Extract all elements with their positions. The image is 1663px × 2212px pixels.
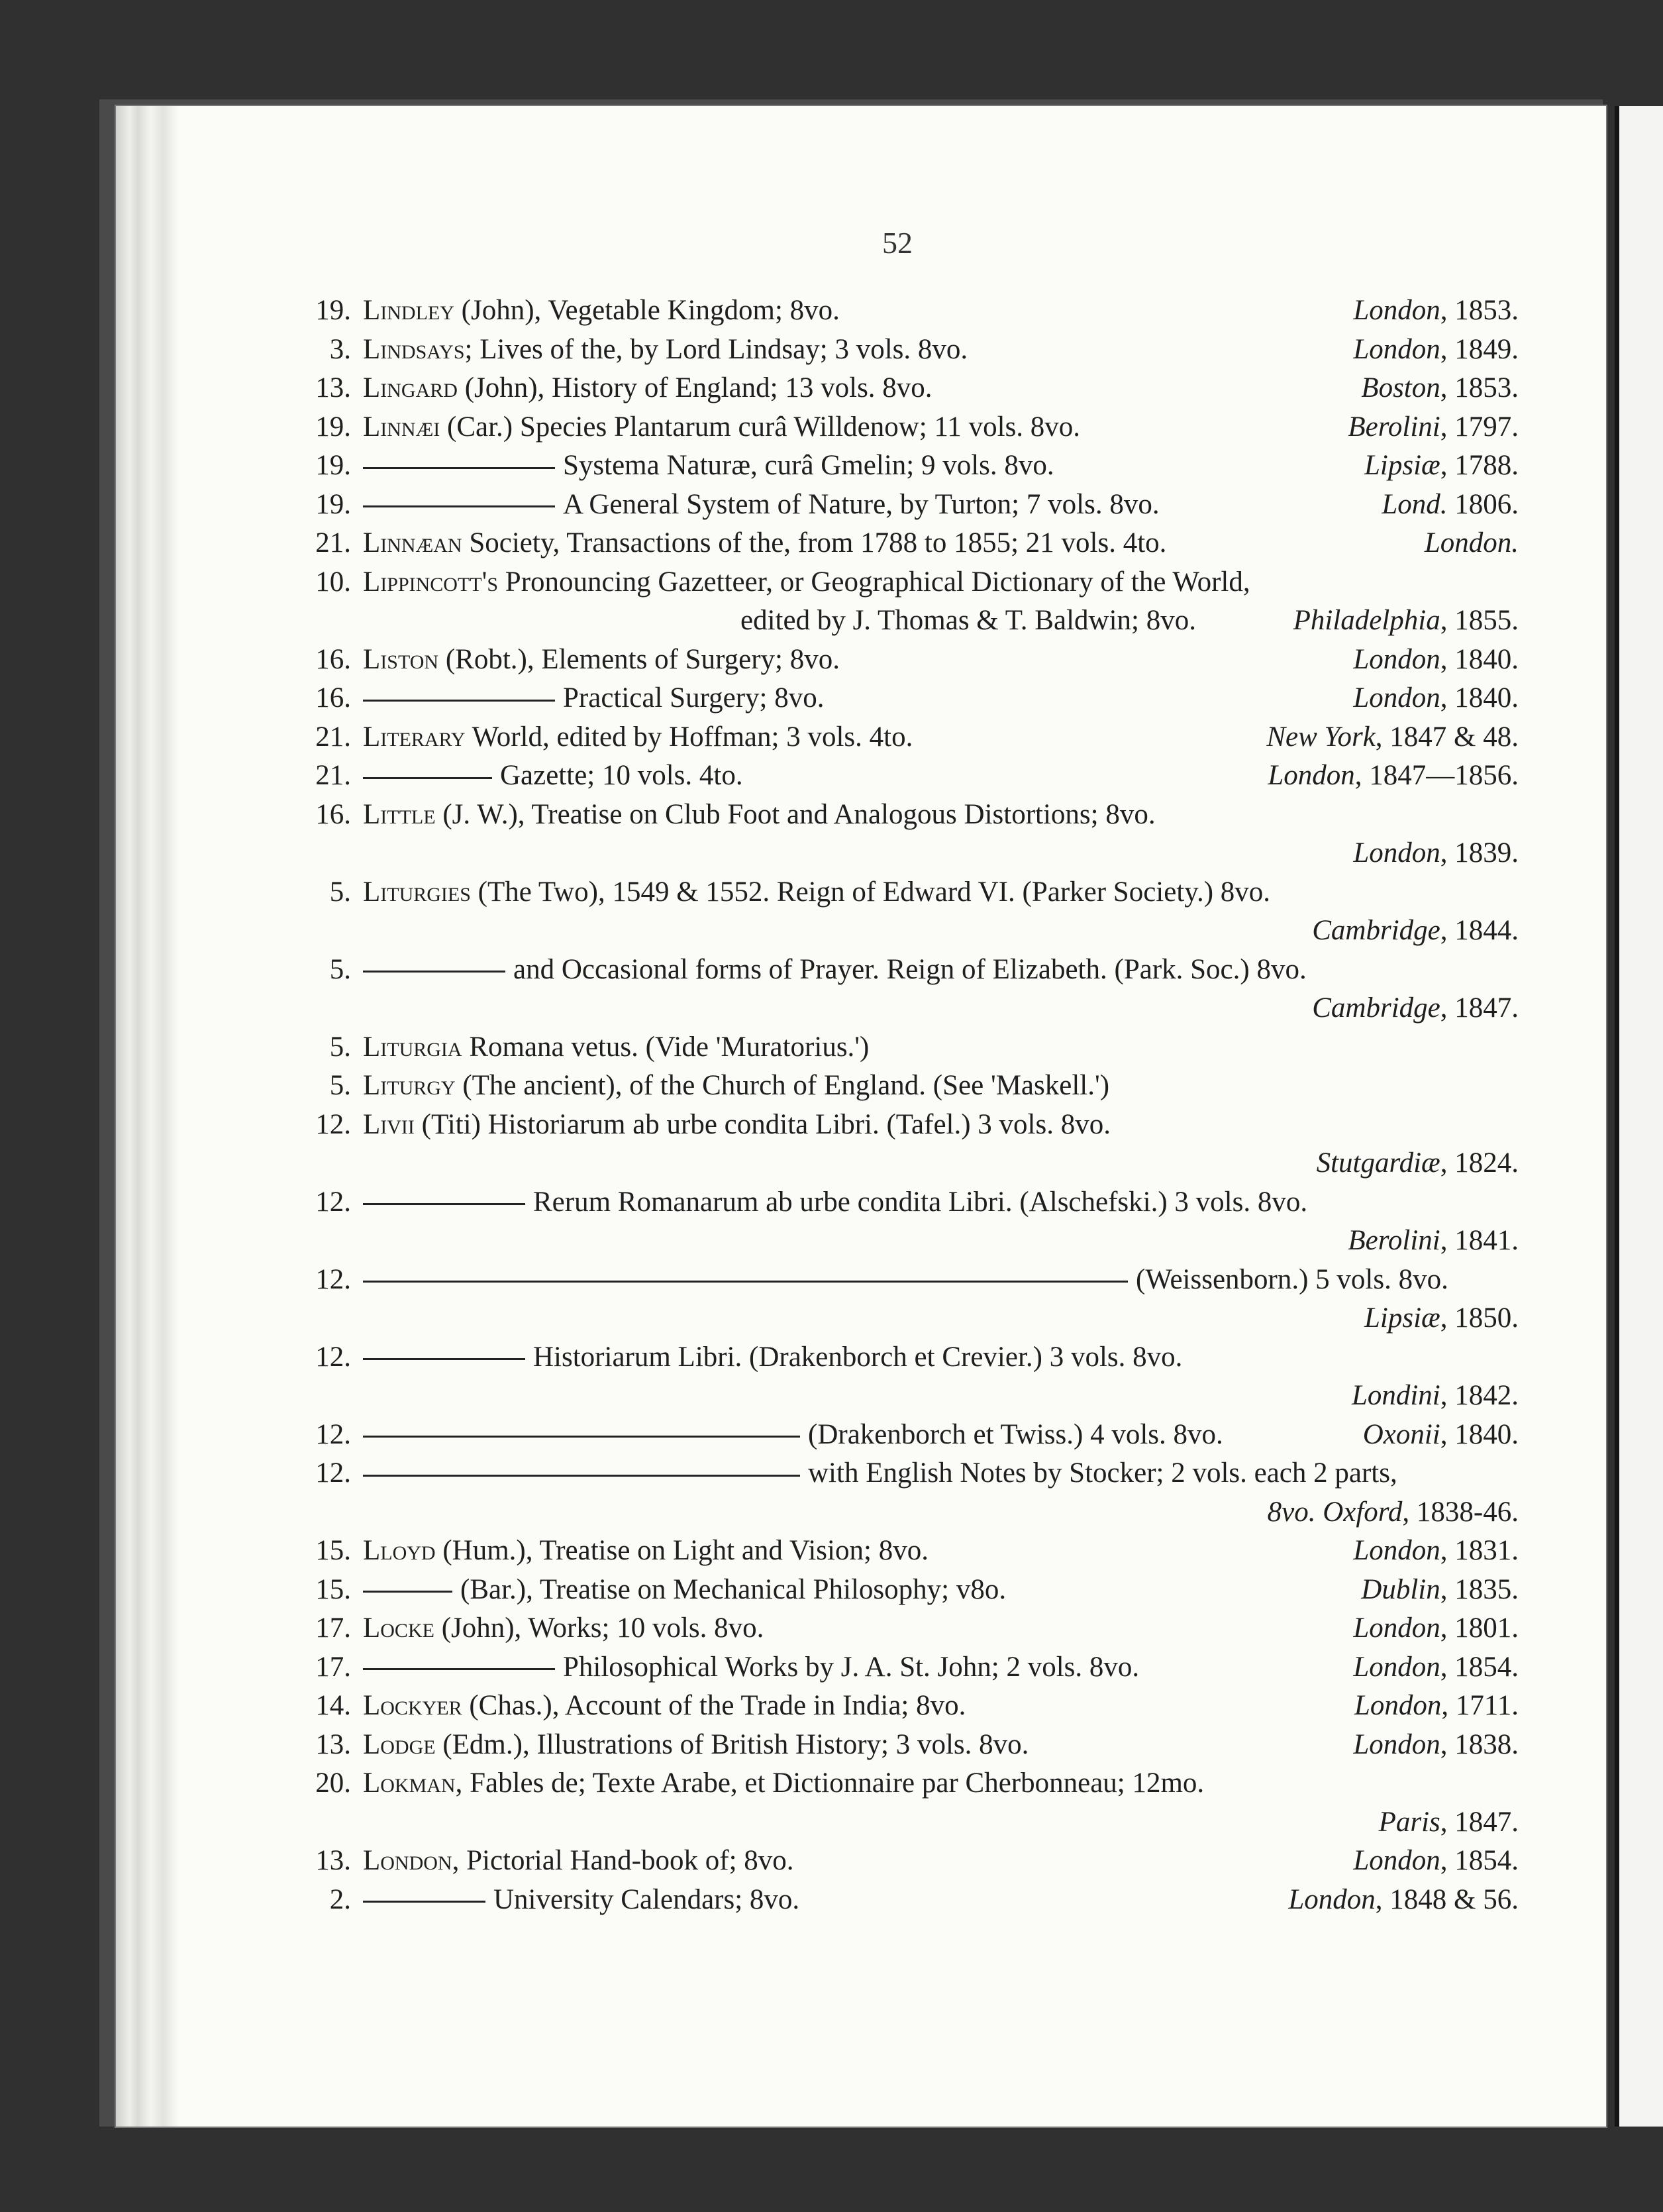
shelf-number: 19. bbox=[315, 295, 351, 326]
entry-heading-suffix: (John), bbox=[434, 1612, 529, 1644]
entry-text bbox=[363, 369, 932, 407]
entry-heading: Literary bbox=[363, 721, 466, 753]
catalogue-entry bbox=[116, 1842, 1606, 1881]
shelf-number: 13. bbox=[315, 1845, 351, 1876]
imprint-place: London bbox=[1353, 333, 1440, 365]
imprint-place: London bbox=[1353, 1535, 1440, 1566]
entry-title: (Weissenborn.) 5 vols. 8vo. bbox=[1136, 1263, 1448, 1295]
shelf-number: 12. bbox=[315, 1108, 351, 1140]
shelf-number: 15. bbox=[315, 1535, 351, 1566]
ditto-dash bbox=[363, 700, 555, 702]
catalogue-entry bbox=[116, 369, 1606, 408]
entry-heading-suffix: (Titi) bbox=[414, 1108, 488, 1140]
entry-text bbox=[363, 1764, 1204, 1803]
entry-title: Vegetable Kingdom; 8vo. bbox=[548, 295, 840, 326]
catalogue-entry bbox=[116, 1222, 1606, 1261]
imprint-place: London bbox=[1353, 1728, 1440, 1760]
entry-text bbox=[363, 1687, 966, 1725]
catalogue-entry bbox=[116, 602, 1606, 641]
entry-heading: Locke bbox=[363, 1612, 434, 1644]
imprint-year: , 1711. bbox=[1441, 1690, 1519, 1721]
shelf-number: 19. bbox=[315, 450, 351, 481]
imprint bbox=[1353, 331, 1519, 369]
entry-text bbox=[363, 1571, 1006, 1609]
ditto-dash bbox=[363, 1475, 800, 1477]
entry-text bbox=[363, 1454, 1397, 1493]
imprint bbox=[1312, 989, 1519, 1027]
imprint-place: Cambridge bbox=[1312, 915, 1440, 946]
ditto-dash bbox=[363, 505, 555, 507]
entry-heading-suffix: (Hum.), bbox=[435, 1535, 540, 1566]
imprint bbox=[1364, 447, 1519, 485]
entry-heading-suffix: , bbox=[455, 1767, 470, 1799]
imprint bbox=[1268, 1493, 1519, 1532]
ditto-dash bbox=[363, 1358, 525, 1360]
entry-text bbox=[363, 563, 1250, 602]
imprint-year: , 1853. bbox=[1440, 295, 1519, 326]
imprint-place: Lipsiæ bbox=[1364, 1302, 1440, 1334]
entry-title: World, edited by Hoffman; 3 vols. 4to. bbox=[472, 721, 913, 753]
entry-text bbox=[363, 679, 824, 717]
imprint bbox=[1382, 486, 1519, 524]
entry-title: Philosophical Works by J. A. St. John; 2 vols. 8vo. bbox=[563, 1651, 1140, 1683]
imprint bbox=[1363, 1416, 1519, 1454]
entry-heading-suffix: (J. W.), bbox=[435, 798, 532, 830]
entry-heading: Lockyer bbox=[363, 1690, 462, 1721]
imprint-place: London. bbox=[1424, 527, 1519, 558]
ditto-dash bbox=[363, 1668, 555, 1670]
entry-heading-suffix: (Chas.), bbox=[462, 1690, 565, 1721]
catalogue-entry bbox=[116, 1106, 1606, 1145]
entry-heading: Lindley bbox=[363, 295, 454, 326]
imprint-place: Lipsiæ bbox=[1364, 450, 1440, 481]
entry-text bbox=[363, 408, 1080, 447]
entry-title: Pronouncing Gazetteer, or Geographical Dictionary of the World, bbox=[505, 566, 1250, 598]
shelf-number: 19. bbox=[315, 488, 351, 520]
entry-title: University Calendars; 8vo. bbox=[493, 1883, 800, 1915]
imprint-year: , 1853. bbox=[1440, 372, 1519, 403]
entry-text bbox=[363, 1881, 799, 1919]
imprint-place: Boston bbox=[1361, 372, 1440, 403]
entry-text bbox=[363, 1648, 1139, 1687]
entry-title: Romana vetus. (Vide 'Muratorius.') bbox=[469, 1031, 870, 1063]
entry-text bbox=[363, 1532, 929, 1570]
entry-heading: Lloyd bbox=[363, 1535, 436, 1566]
entry-text bbox=[363, 1067, 1109, 1105]
entry-text bbox=[363, 796, 1156, 834]
catalogue-entry bbox=[116, 1609, 1606, 1648]
ditto-dash bbox=[363, 1436, 800, 1438]
shelf-number: 5. bbox=[329, 876, 351, 908]
catalogue-entry bbox=[116, 408, 1606, 447]
shelf-number: 17. bbox=[315, 1651, 351, 1683]
imprint-year: , 1855. bbox=[1440, 605, 1519, 636]
entry-heading-suffix bbox=[466, 721, 472, 753]
entry-heading-suffix bbox=[456, 1070, 463, 1101]
imprint-place: London bbox=[1288, 1883, 1376, 1915]
imprint bbox=[1353, 1726, 1519, 1764]
catalogue-entry bbox=[116, 1648, 1606, 1687]
imprint bbox=[1288, 1881, 1519, 1919]
entry-text bbox=[363, 951, 1307, 989]
imprint-place: London bbox=[1268, 760, 1355, 791]
entry-heading-suffix: ; bbox=[464, 333, 480, 365]
ditto-dash bbox=[363, 777, 492, 779]
shelf-number: 5. bbox=[329, 1031, 351, 1063]
ditto-dash bbox=[363, 1203, 525, 1205]
entry-text bbox=[363, 1609, 764, 1648]
entry-heading: Linnæan bbox=[363, 527, 462, 558]
catalogue-entry bbox=[116, 873, 1606, 912]
imprint-place: London bbox=[1353, 682, 1440, 713]
entry-title: Treatise on Light and Vision; 8vo. bbox=[539, 1535, 929, 1566]
imprint-place: Berolini bbox=[1348, 411, 1440, 443]
entry-text bbox=[363, 486, 1160, 524]
entry-title: Elements of Surgery; 8vo. bbox=[541, 643, 840, 675]
imprint bbox=[1361, 1571, 1519, 1609]
imprint-year: , 1788. bbox=[1440, 450, 1519, 481]
catalogue-entry bbox=[116, 1493, 1606, 1532]
catalogue-entry bbox=[116, 1299, 1606, 1338]
imprint-year: , 1847. bbox=[1440, 1806, 1519, 1838]
catalogue-entry bbox=[116, 1261, 1606, 1300]
entry-title: Species Plantarum curâ Willdenow; 11 vols. 8vo. bbox=[519, 411, 1081, 443]
imprint bbox=[1312, 912, 1519, 950]
entry-heading-suffix: (John), bbox=[457, 372, 552, 403]
entry-title: Rerum Romanarum ab urbe condita Libri. (Alschefski.) 3 vols. 8vo. bbox=[533, 1186, 1308, 1218]
entry-title: Fables de; Texte Arabe, et Dictionnaire par Cherbonneau; 12mo. bbox=[470, 1767, 1205, 1799]
shelf-number: 20. bbox=[315, 1767, 351, 1799]
imprint bbox=[1268, 757, 1519, 795]
entry-text bbox=[363, 757, 743, 795]
catalogue-entry bbox=[116, 486, 1606, 525]
entry-text bbox=[363, 1842, 794, 1880]
shelf-number: 5. bbox=[329, 1070, 351, 1101]
entry-text bbox=[363, 1106, 1111, 1144]
entry-title: Systema Naturæ, curâ Gmelin; 9 vols. 8vo. bbox=[563, 450, 1054, 481]
shelf-number: 12. bbox=[315, 1457, 351, 1489]
entry-title: (Bar.), Treatise on Mechanical Philosophy; v8o. bbox=[460, 1573, 1007, 1605]
imprint-year: , 1838-46. bbox=[1402, 1496, 1519, 1528]
shelf-number: 3. bbox=[329, 333, 351, 365]
imprint bbox=[1361, 369, 1519, 407]
imprint-year: , 1797. bbox=[1440, 411, 1519, 443]
entry-heading: Lindsays bbox=[363, 333, 465, 365]
imprint-year: , 1844. bbox=[1440, 915, 1519, 946]
entry-title: History of England; 13 vols. 8vo. bbox=[552, 372, 932, 403]
catalogue-entry bbox=[116, 912, 1606, 951]
ditto-dash bbox=[363, 1591, 452, 1593]
imprint bbox=[1353, 1532, 1519, 1570]
entry-heading: London bbox=[363, 1845, 452, 1876]
imprint-year: , 1850. bbox=[1440, 1302, 1519, 1334]
imprint-place: Berolini bbox=[1348, 1225, 1440, 1256]
imprint-year: , 1848 & 56. bbox=[1375, 1883, 1519, 1915]
entry-text bbox=[363, 291, 840, 330]
catalogue-entry bbox=[116, 641, 1606, 680]
imprint-year: , 1831. bbox=[1440, 1535, 1519, 1566]
shelf-number: 14. bbox=[315, 1690, 351, 1721]
shelf-number: 19. bbox=[315, 411, 351, 443]
entry-title: Practical Surgery; 8vo. bbox=[563, 682, 825, 713]
imprint bbox=[1293, 602, 1519, 640]
entry-title: (The Two), 1549 & 1552. Reign of Edward VI. (Parker Society.) 8vo. bbox=[478, 876, 1271, 908]
shelf-number: 16. bbox=[315, 643, 351, 675]
shelf-number: 12. bbox=[315, 1418, 351, 1450]
imprint-year: , 1847. bbox=[1440, 992, 1519, 1024]
entry-heading-suffix bbox=[462, 1031, 470, 1063]
entry-heading: Livii bbox=[363, 1108, 415, 1140]
imprint-year: , 1840. bbox=[1440, 682, 1519, 713]
entry-title: Illustrations of British History; 3 vols. 8vo. bbox=[536, 1728, 1029, 1760]
imprint-year: , 1838. bbox=[1440, 1728, 1519, 1760]
imprint bbox=[1379, 1803, 1519, 1842]
entry-heading-suffix: (Edm.), bbox=[435, 1728, 537, 1760]
imprint-place: Stutgardiæ bbox=[1316, 1147, 1440, 1179]
imprint-place: Lond. bbox=[1382, 488, 1448, 520]
entry-heading-suffix bbox=[498, 566, 505, 598]
catalogue-entry bbox=[116, 1144, 1606, 1183]
imprint-year: , 1849. bbox=[1440, 333, 1519, 365]
imprint-place: Paris bbox=[1378, 1806, 1440, 1838]
imprint bbox=[1317, 1144, 1519, 1183]
entry-text bbox=[363, 641, 840, 679]
entry-title: Society, Transactions of the, from 1788 to 1855; 21 vols. 4to. bbox=[469, 527, 1167, 558]
shelf-number: 21. bbox=[315, 527, 351, 558]
entry-title: with English Notes by Stocker; 2 vols. each 2 parts, bbox=[808, 1457, 1397, 1489]
catalogue-entry bbox=[116, 989, 1606, 1028]
ditto-dash bbox=[363, 1901, 485, 1903]
imprint-year: , 1841. bbox=[1440, 1225, 1519, 1256]
adjacent-page-edge bbox=[1615, 106, 1663, 2127]
entry-title: Treatise on Club Foot and Analogous Distortions; 8vo. bbox=[531, 798, 1156, 830]
catalogue-entry bbox=[116, 757, 1606, 796]
entry-title: A General System of Nature, by Turton; 7 vols. 8vo. bbox=[563, 488, 1160, 520]
imprint-place: London bbox=[1353, 1651, 1440, 1683]
imprint-year: , 1842. bbox=[1440, 1380, 1519, 1411]
shelf-number: 12. bbox=[315, 1186, 351, 1218]
entry-heading: Liturgia bbox=[363, 1031, 462, 1063]
catalogue-entry bbox=[116, 1571, 1606, 1610]
entry-heading-suffix: (John), bbox=[454, 295, 548, 326]
imprint bbox=[1425, 524, 1519, 562]
shelf-number: 5. bbox=[329, 953, 351, 985]
imprint bbox=[1353, 291, 1519, 330]
imprint-place: Philadelphia bbox=[1293, 605, 1440, 636]
catalogue-entry bbox=[116, 1028, 1606, 1067]
entry-title: Gazette; 10 vols. 4to. bbox=[500, 760, 743, 791]
catalogue-entry bbox=[116, 1338, 1606, 1377]
catalogue-entry bbox=[116, 1687, 1606, 1726]
catalogue-entry bbox=[116, 1067, 1606, 1106]
imprint-year: , 1840. bbox=[1440, 643, 1519, 675]
imprint-year: , 1854. bbox=[1440, 1845, 1519, 1876]
entry-text bbox=[363, 1183, 1307, 1222]
imprint-place: London bbox=[1353, 1612, 1440, 1644]
entry-title: Lives of the, by Lord Lindsay; 3 vols. 8vo. bbox=[479, 333, 968, 365]
catalogue-entry bbox=[116, 718, 1606, 757]
catalogue-entry bbox=[116, 1183, 1606, 1222]
entry-text bbox=[740, 602, 1196, 640]
entry-heading-suffix: (Car.) bbox=[440, 411, 520, 443]
catalogue-entry bbox=[116, 1803, 1606, 1842]
entry-text bbox=[363, 1028, 869, 1067]
imprint bbox=[1353, 1609, 1519, 1648]
imprint bbox=[1353, 679, 1519, 717]
shelf-number: 17. bbox=[315, 1612, 351, 1644]
imprint-year: , 1835. bbox=[1440, 1573, 1519, 1605]
entry-text bbox=[363, 1261, 1448, 1299]
catalogue-entry bbox=[116, 1764, 1606, 1803]
imprint-year: , 1839. bbox=[1440, 837, 1519, 869]
imprint-year: , 1801. bbox=[1440, 1612, 1519, 1644]
catalogue-entry bbox=[116, 1532, 1606, 1571]
entry-heading: Little bbox=[363, 798, 436, 830]
imprint bbox=[1353, 1842, 1519, 1880]
imprint-place: London bbox=[1353, 1845, 1440, 1876]
catalogue-entry bbox=[116, 447, 1606, 486]
imprint-place: London bbox=[1353, 295, 1440, 326]
imprint bbox=[1364, 1299, 1519, 1338]
catalogue-entry bbox=[116, 796, 1606, 835]
entry-heading: Lingard bbox=[363, 372, 458, 403]
catalogue-entry bbox=[116, 679, 1606, 718]
imprint-year: , 1840. bbox=[1440, 1418, 1519, 1450]
shelf-number: 10. bbox=[315, 566, 351, 598]
catalogue-entry bbox=[116, 1416, 1606, 1455]
ditto-dash bbox=[363, 1281, 1128, 1283]
entry-title: and Occasional forms of Prayer. Reign of Elizabeth. (Park. Soc.) 8vo. bbox=[513, 953, 1307, 985]
imprint bbox=[1266, 718, 1519, 757]
catalogue-entry bbox=[116, 291, 1606, 331]
shelf-number: 12. bbox=[315, 1341, 351, 1373]
entry-heading: Liturgies bbox=[363, 876, 471, 908]
imprint-place: Londini bbox=[1351, 1380, 1440, 1411]
entry-heading-suffix bbox=[471, 876, 478, 908]
imprint-year: , 1847 & 48. bbox=[1375, 721, 1519, 753]
catalogue-entry bbox=[116, 1377, 1606, 1416]
imprint-year: , 1854. bbox=[1440, 1651, 1519, 1683]
imprint-place: London bbox=[1353, 643, 1440, 675]
catalogue-entry bbox=[116, 951, 1606, 990]
imprint-place: London bbox=[1353, 837, 1440, 869]
catalogue-entry bbox=[116, 1726, 1606, 1765]
entry-title: Pictorial Hand-book of; 8vo. bbox=[466, 1845, 794, 1876]
entry-heading: Liston bbox=[363, 643, 439, 675]
shelf-number: 13. bbox=[315, 1728, 351, 1760]
book-page bbox=[116, 106, 1606, 2127]
shelf-number: 15. bbox=[315, 1573, 351, 1605]
entry-text bbox=[363, 1416, 1223, 1454]
shelf-number: 12. bbox=[315, 1263, 351, 1295]
imprint-place: Cambridge bbox=[1312, 992, 1440, 1024]
imprint bbox=[1352, 1377, 1519, 1415]
entry-heading: Lippincott's bbox=[363, 566, 499, 598]
catalogue-entry bbox=[116, 563, 1606, 602]
entry-text bbox=[363, 1338, 1182, 1377]
catalogue-entry bbox=[116, 524, 1606, 563]
imprint-year: , 1847—1856. bbox=[1354, 760, 1519, 791]
entry-title: (The ancient), of the Church of England. (See 'Maskell.') bbox=[462, 1070, 1110, 1101]
entry-text bbox=[363, 331, 968, 369]
imprint-place: Oxonii bbox=[1362, 1418, 1440, 1450]
entry-title: Historiarum ab urbe condita Libri. (Tafel.) 3 vols. 8vo. bbox=[487, 1108, 1111, 1140]
page-number: 52 bbox=[882, 226, 913, 260]
entry-title: Works; 10 vols. 8vo. bbox=[528, 1612, 764, 1644]
ditto-dash bbox=[363, 971, 505, 973]
shelf-number: 21. bbox=[315, 760, 351, 791]
entry-heading: Lodge bbox=[363, 1728, 436, 1760]
imprint bbox=[1348, 1222, 1519, 1260]
entry-text bbox=[363, 873, 1270, 912]
catalogue-entry bbox=[116, 834, 1606, 873]
imprint bbox=[1353, 834, 1519, 872]
shelf-number: 16. bbox=[315, 798, 351, 830]
entry-text bbox=[363, 1726, 1029, 1764]
entry-heading-suffix: (Robt.), bbox=[438, 643, 542, 675]
entry-title: edited by J. Thomas & T. Baldwin; 8vo. bbox=[740, 605, 1196, 636]
imprint bbox=[1353, 641, 1519, 679]
entry-title: Account of the Trade in India; 8vo. bbox=[564, 1690, 966, 1721]
entry-title: (Drakenborch et Twiss.) 4 vols. 8vo. bbox=[808, 1418, 1223, 1450]
imprint bbox=[1348, 408, 1519, 447]
entry-text bbox=[363, 447, 1054, 485]
imprint-year: 1806. bbox=[1447, 488, 1519, 520]
shelf-number: 21. bbox=[315, 721, 351, 753]
shelf-number: 2. bbox=[329, 1883, 351, 1915]
imprint-year: , 1824. bbox=[1440, 1147, 1519, 1179]
entry-heading: Linnæi bbox=[363, 411, 440, 443]
catalogue-entry bbox=[116, 1881, 1606, 1920]
entry-title: Historiarum Libri. (Drakenborch et Crevier.) 3 vols. 8vo. bbox=[533, 1341, 1183, 1373]
imprint bbox=[1353, 1648, 1519, 1687]
entry-heading: Lokman bbox=[363, 1767, 456, 1799]
imprint-place: 8vo. Oxford bbox=[1267, 1496, 1403, 1528]
ditto-dash bbox=[363, 467, 555, 469]
entry-text bbox=[363, 718, 913, 757]
entry-heading-suffix: , bbox=[452, 1845, 467, 1876]
imprint bbox=[1354, 1687, 1519, 1725]
catalogue-entry bbox=[116, 331, 1606, 370]
entry-heading-suffix bbox=[462, 527, 470, 558]
shelf-number: 13. bbox=[315, 372, 351, 403]
imprint-place: London bbox=[1354, 1690, 1442, 1721]
imprint-place: New York bbox=[1266, 721, 1376, 753]
imprint-place: Dublin bbox=[1361, 1573, 1440, 1605]
entry-text bbox=[363, 524, 1166, 562]
shelf-number: 16. bbox=[315, 682, 351, 713]
catalogue-entry bbox=[116, 1454, 1606, 1493]
entry-heading: Liturgy bbox=[363, 1070, 456, 1101]
